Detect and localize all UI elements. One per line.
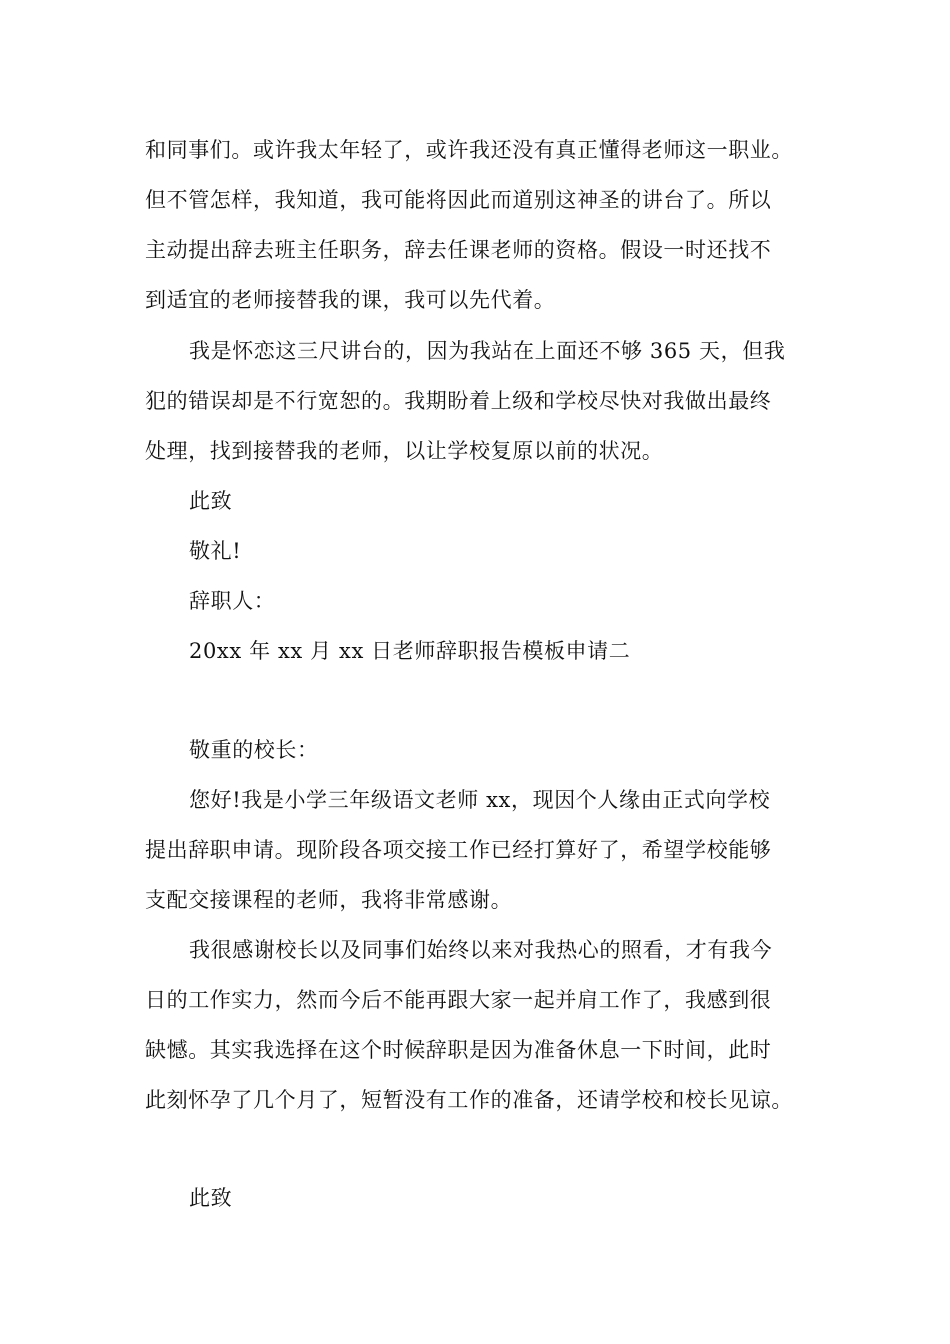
- body-text-line: 和同事们。或许我太年轻了，或许我还没有真正懂得老师这一职业。: [145, 138, 793, 162]
- body-text-line: 主动提出辞去班主任职务，辞去任课老师的资格。假设一时还找不: [145, 238, 772, 262]
- body-text-line: 但不管怎样，我知道，我可能将因此而道别这神圣的讲台了。所以: [145, 188, 772, 212]
- body-text-line: 日的工作实力，然而今后不能再跟大家一起并肩工作了，我感到很: [145, 988, 772, 1012]
- paragraph-first-line: 我很感谢校长以及同事们始终以来对我热心的照看，才有我今: [189, 938, 773, 962]
- body-text-line: 犯的错误却是不行宽恕的。我期盼着上级和学校尽快对我做出最终: [145, 389, 772, 413]
- body-text-line: 缺憾。其实我选择在这个时候辞职是因为准备休息一下时间，此时: [145, 1038, 772, 1062]
- date-and-section-title: 20xx 年 xx 月 xx 日老师辞职报告模板申请二: [189, 639, 631, 663]
- body-text-line: 处理，找到接替我的老师，以让学校复原以前的状况。: [145, 439, 664, 463]
- paragraph-first-line: 我是怀恋这三尺讲台的，因为我站在上面还不够 365 天，但我: [189, 339, 786, 363]
- body-text-line: 到适宜的老师接替我的课，我可以先代着。: [145, 288, 556, 312]
- closing-salutation: 此致: [189, 1186, 233, 1210]
- paragraph-first-line: 您好!我是小学三年级语文老师 xx，现因个人缘由正式向学校: [189, 788, 771, 812]
- body-text-line: 提出辞职申请。现阶段各项交接工作已经打算好了，希望学校能够: [145, 838, 772, 862]
- closing-salutation: 此致: [189, 489, 233, 513]
- signature-label: 辞职人：: [189, 589, 276, 613]
- body-text-line: 此刻怀孕了几个月了，短暂没有工作的准备，还请学校和校长见谅。: [145, 1088, 793, 1112]
- closing-regards: 敬礼!: [189, 539, 242, 563]
- body-text-line: 支配交接课程的老师，我将非常感谢。: [145, 888, 513, 912]
- letter-greeting: 敬重的校长：: [189, 738, 319, 762]
